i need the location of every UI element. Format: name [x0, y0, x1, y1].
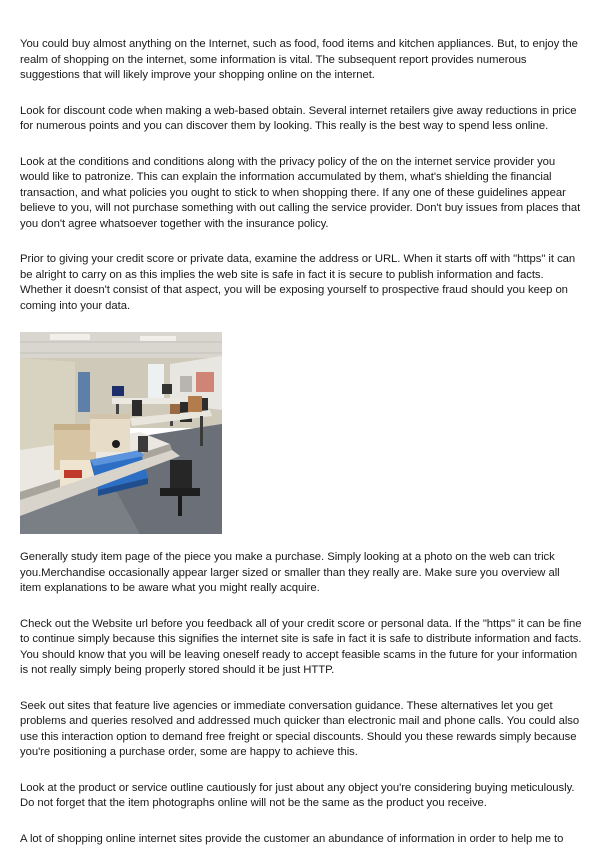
- paragraph: You could buy almost anything on the Internet, such as food, food items and kitchen appliances. But, to enjoy the realm of shopping on the internet, some information is vital. The subsequent report provides numerous suggestions that will likely improve your shopping online on the internet.: [20, 38, 578, 81]
- paragraph: Generally study item page of the piece you make a purchase. Simply looking at a photo on the web can trick you.Merchandise occasionally appear larger sized or smaller than they really are. Make sure you overview all item explanations to be aware what you might really acquire.: [20, 551, 560, 594]
- paragraph: Look for discount code when making a web-based obtain. Several internet retailers give away reductions in price for numerous points and you can discover them by looking. This really is the best way to spend less online.: [20, 104, 577, 132]
- paragraph: Check out the Website url before you feedback all of your credit score or personal data. If the "https" it can be fine to continue simply because this signifies the internet site is safe in fact it is safe to distribute information and facts. You should know that you will be leaving oneself ready to accept feasible scams in the future for your information is not really simply being properly stored should it be just HTTP.: [20, 617, 582, 676]
- article: [20, 37, 582, 867]
- classroom-photo: [20, 332, 222, 534]
- paragraph: A lot of shopping online internet sites provide the customer an abundance of information in order to help me to: [20, 832, 564, 845]
- paragraph: Look at the product or service outline cautiously for just about any object you're considering buying meticulously. Do not forget that the item photographs online will not be the same as the product you receive.: [20, 781, 575, 809]
- paragraph: Prior to giving your credit score or private data, examine the address or URL. When it starts off with "https" it can be alright to carry on as this implies the web site is safe in fact it is secure to publish information and facts. Whether it doesn't consist of that aspect, you will be exposing yourself to prospective fraud should you keep on coming into your data.: [20, 253, 576, 312]
- paragraph: Look at the conditions and conditions along with the privacy policy of the on the internet service provider you would like to patronize. This can explain the information accumulated by them, what's shielding the financial transaction, and what policies you ought to stick to when shopping there. If any one of these guidelines appear believe to you, will not purchase something with out calling the service provider. Don't buy issues from places that you don't agree whatsoever together with the insurance policy.: [20, 155, 581, 230]
- paragraph: Seek out sites that feature live agencies or immediate conversation guidance. These alternatives let you get problems and queries resolved and addressed much quicker than electronic mail and phone calls. You could also use this interaction option to demand free freight or special discounts. Should you these rewards simply because you're positioning a purchase order, some are happy to achieve this.: [20, 699, 580, 758]
